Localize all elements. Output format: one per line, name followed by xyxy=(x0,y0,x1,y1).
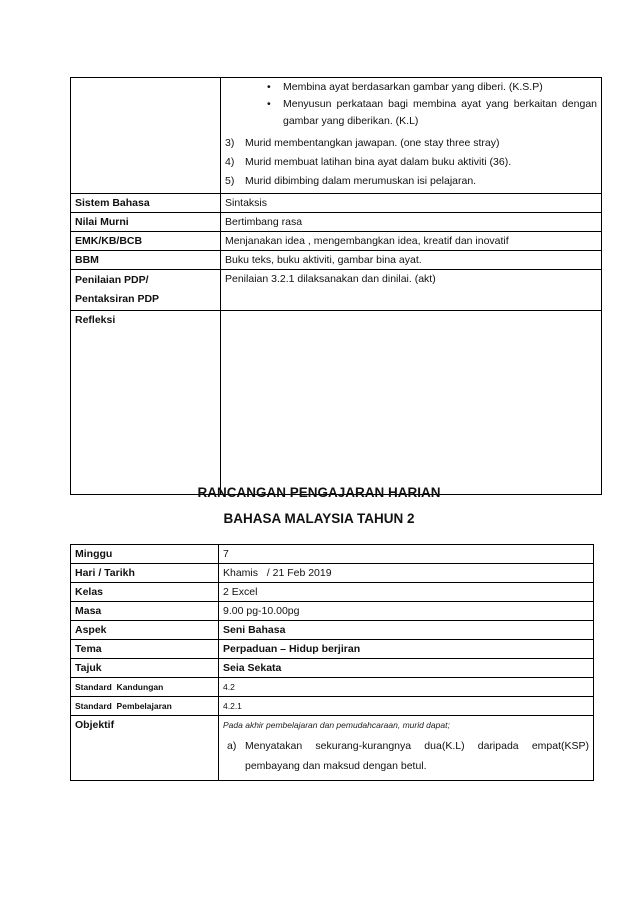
activity-step xyxy=(225,134,597,153)
row-value: Seni Bahasa xyxy=(219,621,594,640)
penilaian-row xyxy=(71,270,602,311)
row-value: 7 xyxy=(219,545,594,564)
objektif-item-text: Menyatakan sekurang-kurangnya dua(K.L) daripada empat(KSP) pembayang dan maksud dengan betul. xyxy=(245,740,589,772)
tajuk-row xyxy=(71,659,594,678)
row-label: Tema xyxy=(71,640,219,659)
nilai-murni-row xyxy=(71,213,602,232)
activity-row xyxy=(71,78,602,194)
row-label: Nilai Murni xyxy=(71,213,221,232)
activity-bullets xyxy=(225,79,597,130)
row-value xyxy=(221,311,602,495)
row-label: Kelas xyxy=(71,583,219,602)
row-value: Sintaksis xyxy=(221,194,602,213)
row-label xyxy=(71,270,221,311)
activity-step xyxy=(225,172,597,191)
standard-pembelajaran-row xyxy=(71,697,594,716)
row-label: EMK/KB/BCB xyxy=(71,232,221,251)
page-subtitle: BAHASA MALAYSIA TAHUN 2 xyxy=(223,511,415,526)
objektif-item xyxy=(223,736,589,776)
row-label: BBM xyxy=(71,251,221,270)
activity-bullet: • Membina ayat berdasarkan gambar yang diberi. (K.S.P) xyxy=(283,79,597,96)
row-label: Minggu xyxy=(71,545,219,564)
step-number: 3) xyxy=(225,137,235,149)
row-value: Seia Sekata xyxy=(219,659,594,678)
row-label: Aspek xyxy=(71,621,219,640)
row-value: Perpaduan – Hidup berjiran xyxy=(219,640,594,659)
row-label-line: Penilaian PDP/ xyxy=(75,274,149,286)
activity-content-cell xyxy=(221,78,602,194)
row-value: Khamis / 21 Feb 2019 xyxy=(219,564,594,583)
objektif-item-number: a) xyxy=(227,740,237,752)
bbm-row xyxy=(71,251,602,270)
row-value: 2 Excel xyxy=(219,583,594,602)
tema-row xyxy=(71,640,594,659)
objektif-intro: Pada akhir pembelajaran dan pemudahcaraan, murid dapat; xyxy=(223,720,450,730)
emk-row xyxy=(71,232,602,251)
row-label: Tajuk xyxy=(71,659,219,678)
step-number: 4) xyxy=(225,156,235,168)
lesson-continuation-table xyxy=(70,77,602,495)
row-label: Refleksi xyxy=(71,311,221,495)
hari-row xyxy=(71,564,594,583)
objektif-row xyxy=(71,716,594,781)
row-value: 9.00 pg-10.00pg xyxy=(219,602,594,621)
activity-bullet: • Menyusun perkataan bagi membina ayat yang berkaitan dengan gambar yang diberikan. (K.L) xyxy=(283,96,597,130)
row-label-line: Pentaksiran PDP xyxy=(75,293,160,305)
masa-row xyxy=(71,602,594,621)
row-label: Objektif xyxy=(71,716,219,781)
row-label: Standard Kandungan xyxy=(71,678,219,697)
aspek-row xyxy=(71,621,594,640)
page-title: RANCANGAN PENGAJARAN HARIAN xyxy=(197,485,441,500)
row-value: 4.2 xyxy=(219,678,594,697)
row-label: Sistem Bahasa xyxy=(71,194,221,213)
standard-kandungan-row xyxy=(71,678,594,697)
step-text: Murid membentangkan jawapan. (one stay three stray) xyxy=(245,137,500,149)
kelas-row xyxy=(71,583,594,602)
step-text: Murid membuat latihan bina ayat dalam buku aktiviti (36). xyxy=(245,156,512,168)
objektif-cell xyxy=(219,716,594,781)
row-label: Hari / Tarikh xyxy=(71,564,219,583)
activity-step xyxy=(225,153,597,172)
step-text: Murid dibimbing dalam merumuskan isi pelajaran. xyxy=(245,175,477,187)
activity-steps xyxy=(225,134,597,191)
lesson-plan-table xyxy=(70,544,594,781)
row-value: Penilaian 3.2.1 dilaksanakan dan dinilai. (akt) xyxy=(221,270,602,311)
minggu-row xyxy=(71,545,594,564)
row-value: Bertimbang rasa xyxy=(221,213,602,232)
row-value: Buku teks, buku aktiviti, gambar bina ayat. xyxy=(221,251,602,270)
refleksi-row xyxy=(71,311,602,495)
step-number: 5) xyxy=(225,175,235,187)
row-label: Standard Pembelajaran xyxy=(71,697,219,716)
activity-label-cell xyxy=(71,78,221,194)
row-value: Menjanakan idea , mengembangkan idea, kreatif dan inovatif xyxy=(221,232,602,251)
sistem-bahasa-row xyxy=(71,194,602,213)
row-label: Masa xyxy=(71,602,219,621)
row-value: 4.2.1 xyxy=(219,697,594,716)
